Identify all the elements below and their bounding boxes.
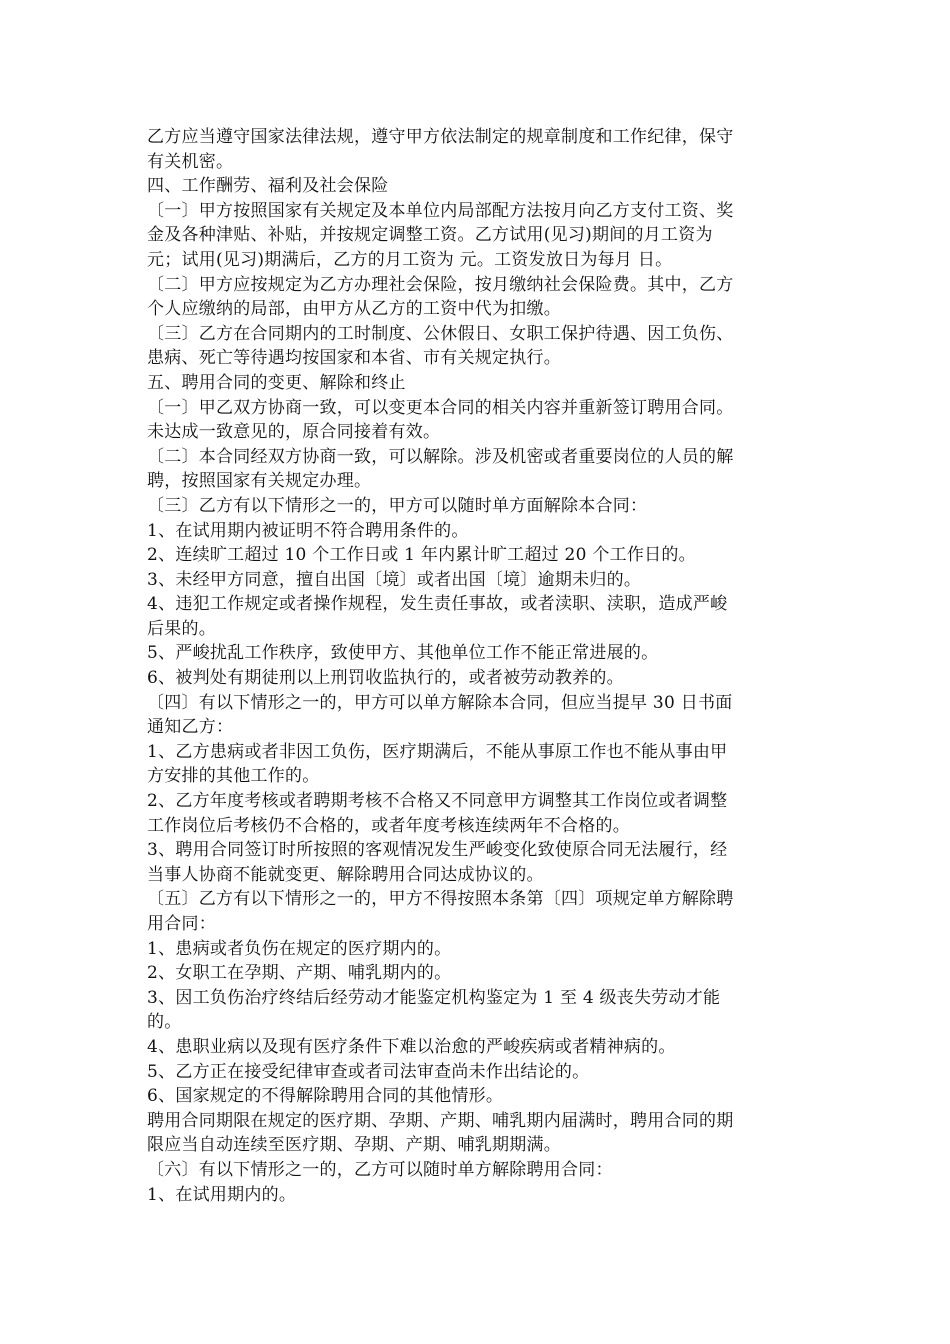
text-line: 患病、死亡等待遇均按国家和本省、市有关规定执行。 <box>147 348 561 369</box>
list-item: 2、乙方年度考核或者聘期考核不合格又不同意甲方调整其工作岗位或者调整 <box>147 791 728 812</box>
text-line: 用合同： <box>147 914 216 934</box>
list-item: 4、违犯工作规定或者操作规程，发生责任事故，或者渎职、渎职，造成严峻 <box>147 594 728 615</box>
text-line: 有关机密。 <box>147 151 234 172</box>
text-line: 聘用合同期限在规定的医疗期、孕期、产期、哺乳期内届满时，聘用合同的期 <box>147 1110 734 1131</box>
list-item: 1、乙方患病或者非因工负伤，医疗期满后，不能从事原工作也不能从事由甲 <box>147 741 728 762</box>
text-line: 个人应缴纳的局部，由甲方从乙方的工资中代为扣缴。 <box>147 299 561 320</box>
text-line: 乙方应当遵守国家法律法规，遵守甲方依法制定的规章制度和工作纪律，保守 <box>147 127 734 147</box>
text-line: 未达成一致意见的，原合同接着有效。 <box>147 422 441 443</box>
text-line: 元；试用(见习)期满后，乙方的月工资为 元。工资发放日为每月 日。 <box>147 249 673 270</box>
text-line: 〔四〕有以下情形之一的，甲方可以单方解除本合同，但应当提早 30 日书面 <box>147 692 733 713</box>
section-heading: 四、工作酬劳、福利及社会保险 <box>147 176 389 197</box>
list-item: 5、乙方正在接受纪律审查或者司法审查尚未作出结论的。 <box>147 1061 590 1082</box>
text-line: 工作岗位后考核仍不合格的，或者年度考核连续两年不合格的。 <box>147 815 630 836</box>
list-item: 2、女职工在孕期、产期、哺乳期内的。 <box>147 963 452 984</box>
list-item: 3、因工负伤治疗终结后经劳动才能鉴定机构鉴定为 1 至 4 级丧失劳动才能 <box>147 987 721 1008</box>
text-line: 〔六〕有以下情形之一的，乙方可以随时单方解除聘用合同： <box>147 1159 613 1180</box>
list-item: 3、未经甲方同意，擅自出国〔境〕或者出国〔境〕逾期未归的。 <box>147 569 642 590</box>
section-heading: 五、聘用合同的变更、解除和终止 <box>147 372 406 393</box>
text-line: 后果的。 <box>147 618 216 639</box>
text-line: 限应当自动连续至医疗期、孕期、产期、哺乳期期满。 <box>147 1135 561 1156</box>
text-line: 〔二〕本合同经双方协商一致，可以解除。涉及机密或者重要岗位的人员的解 <box>147 446 734 467</box>
text-line: 〔五〕乙方有以下情形之一的，甲方不得按照本条第〔四〕项规定单方解除聘 <box>147 889 734 910</box>
list-item: 5、严峻扰乱工作秩序，致使甲方、其他单位工作不能正常进展的。 <box>147 643 659 664</box>
list-item: 3、聘用合同签订时所按照的客观情况发生严峻变化致使原合同无法履行，经 <box>147 840 728 861</box>
list-item: 1、患病或者负伤在规定的医疗期内的。 <box>147 938 452 959</box>
text-line: 当事人协商不能就变更、解除聘用合同达成协议的。 <box>147 864 544 885</box>
text-line: 通知乙方： <box>147 717 234 738</box>
text-line: 方安排的其他工作的。 <box>147 766 320 787</box>
list-item: 6、被判处有期徒刑以上刑罚收监执行的，或者被劳动教养的。 <box>147 668 624 689</box>
text-line: 〔三〕乙方有以下情形之一的，甲方可以随时单方面解除本合同： <box>147 495 648 516</box>
text-line: 金及各种津贴、补贴，并按规定调整工资。乙方试用(见习)期间的月工资为 <box>147 225 713 246</box>
text-line: 〔二〕甲方应按规定为乙方办理社会保险，按月缴纳社会保险费。其中，乙方 <box>147 274 734 295</box>
text-line: 〔一〕甲乙双方协商一致，可以变更本合同的相关内容并重新签订聘用合同。 <box>147 397 734 418</box>
text-line: 〔一〕甲方按照国家有关规定及本单位内局部配方法按月向乙方支付工资、奖 <box>147 200 734 221</box>
list-item: 1、在试用期内被证明不符合聘用条件的。 <box>147 520 469 541</box>
list-item: 4、患职业病以及现有医疗条件下难以治愈的严峻疾病或者精神病的。 <box>147 1036 676 1057</box>
text-line: 聘，按照国家有关规定办理。 <box>147 471 372 492</box>
text-line: 的。 <box>147 1012 182 1033</box>
document-body <box>147 125 807 1207</box>
list-item: 6、国家规定的不得解除聘用合同的其他情形。 <box>147 1086 504 1107</box>
list-item: 1、在试用期内的。 <box>147 1184 297 1205</box>
list-item: 2、连续旷工超过 10 个工作日或 1 年内累计旷工超过 20 个工作日的。 <box>147 545 696 566</box>
text-line: 〔三〕乙方在合同期内的工时制度、公休假日、女职工保护待遇、因工负伤、 <box>147 323 734 344</box>
